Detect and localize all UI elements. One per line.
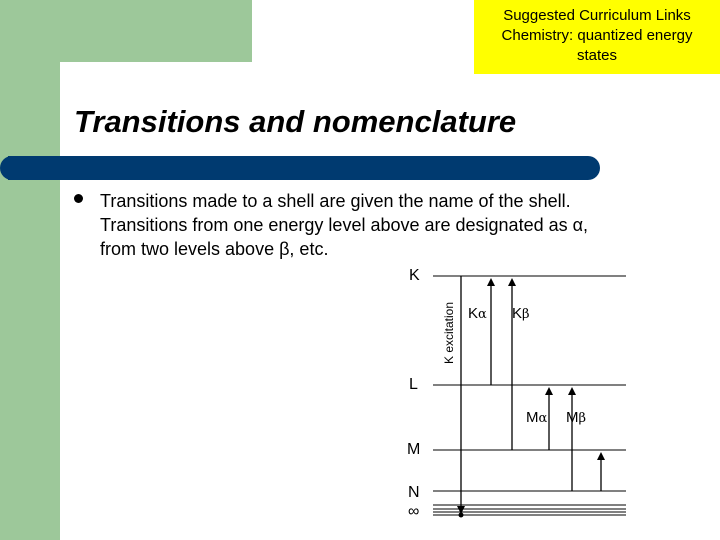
k-alpha-label [468, 305, 487, 322]
m-beta-label [566, 409, 586, 426]
k-beta-main: K [512, 305, 523, 322]
curriculum-line-3: states [576, 47, 618, 64]
slide-title: Transitions and nomenclature [74, 104, 517, 139]
m-beta-main: M [566, 409, 579, 426]
m-alpha-label [526, 409, 548, 426]
m-alpha-sub: α [538, 411, 548, 426]
k-alpha-main: K [468, 305, 479, 322]
bullet-line-1: Transitions made to a shell are given the name of the shell. [100, 191, 571, 211]
m-beta-sub: β [578, 411, 587, 426]
curriculum-line-1: Suggested Curriculum Links [503, 7, 691, 24]
level-l-label: L [409, 376, 418, 393]
excitation-label: K excitation [442, 301, 456, 364]
bullet-line-3: from two levels above β, etc. [100, 239, 329, 259]
m-alpha-main: M [526, 409, 539, 426]
electron-dot-icon [459, 513, 464, 518]
level-infinity-label: ∞ [408, 503, 420, 520]
level-n-label: N [408, 484, 420, 501]
k-alpha-sub: α [478, 307, 487, 322]
level-m-label: M [407, 441, 421, 458]
k-beta-sub: β [522, 307, 530, 322]
k-beta-label [512, 305, 530, 322]
curriculum-line-2: Chemistry: quantized energy [501, 27, 693, 44]
level-k-label: K [409, 267, 420, 284]
bullet-line-2: Transitions from one energy level above are designated as α, [100, 215, 589, 235]
